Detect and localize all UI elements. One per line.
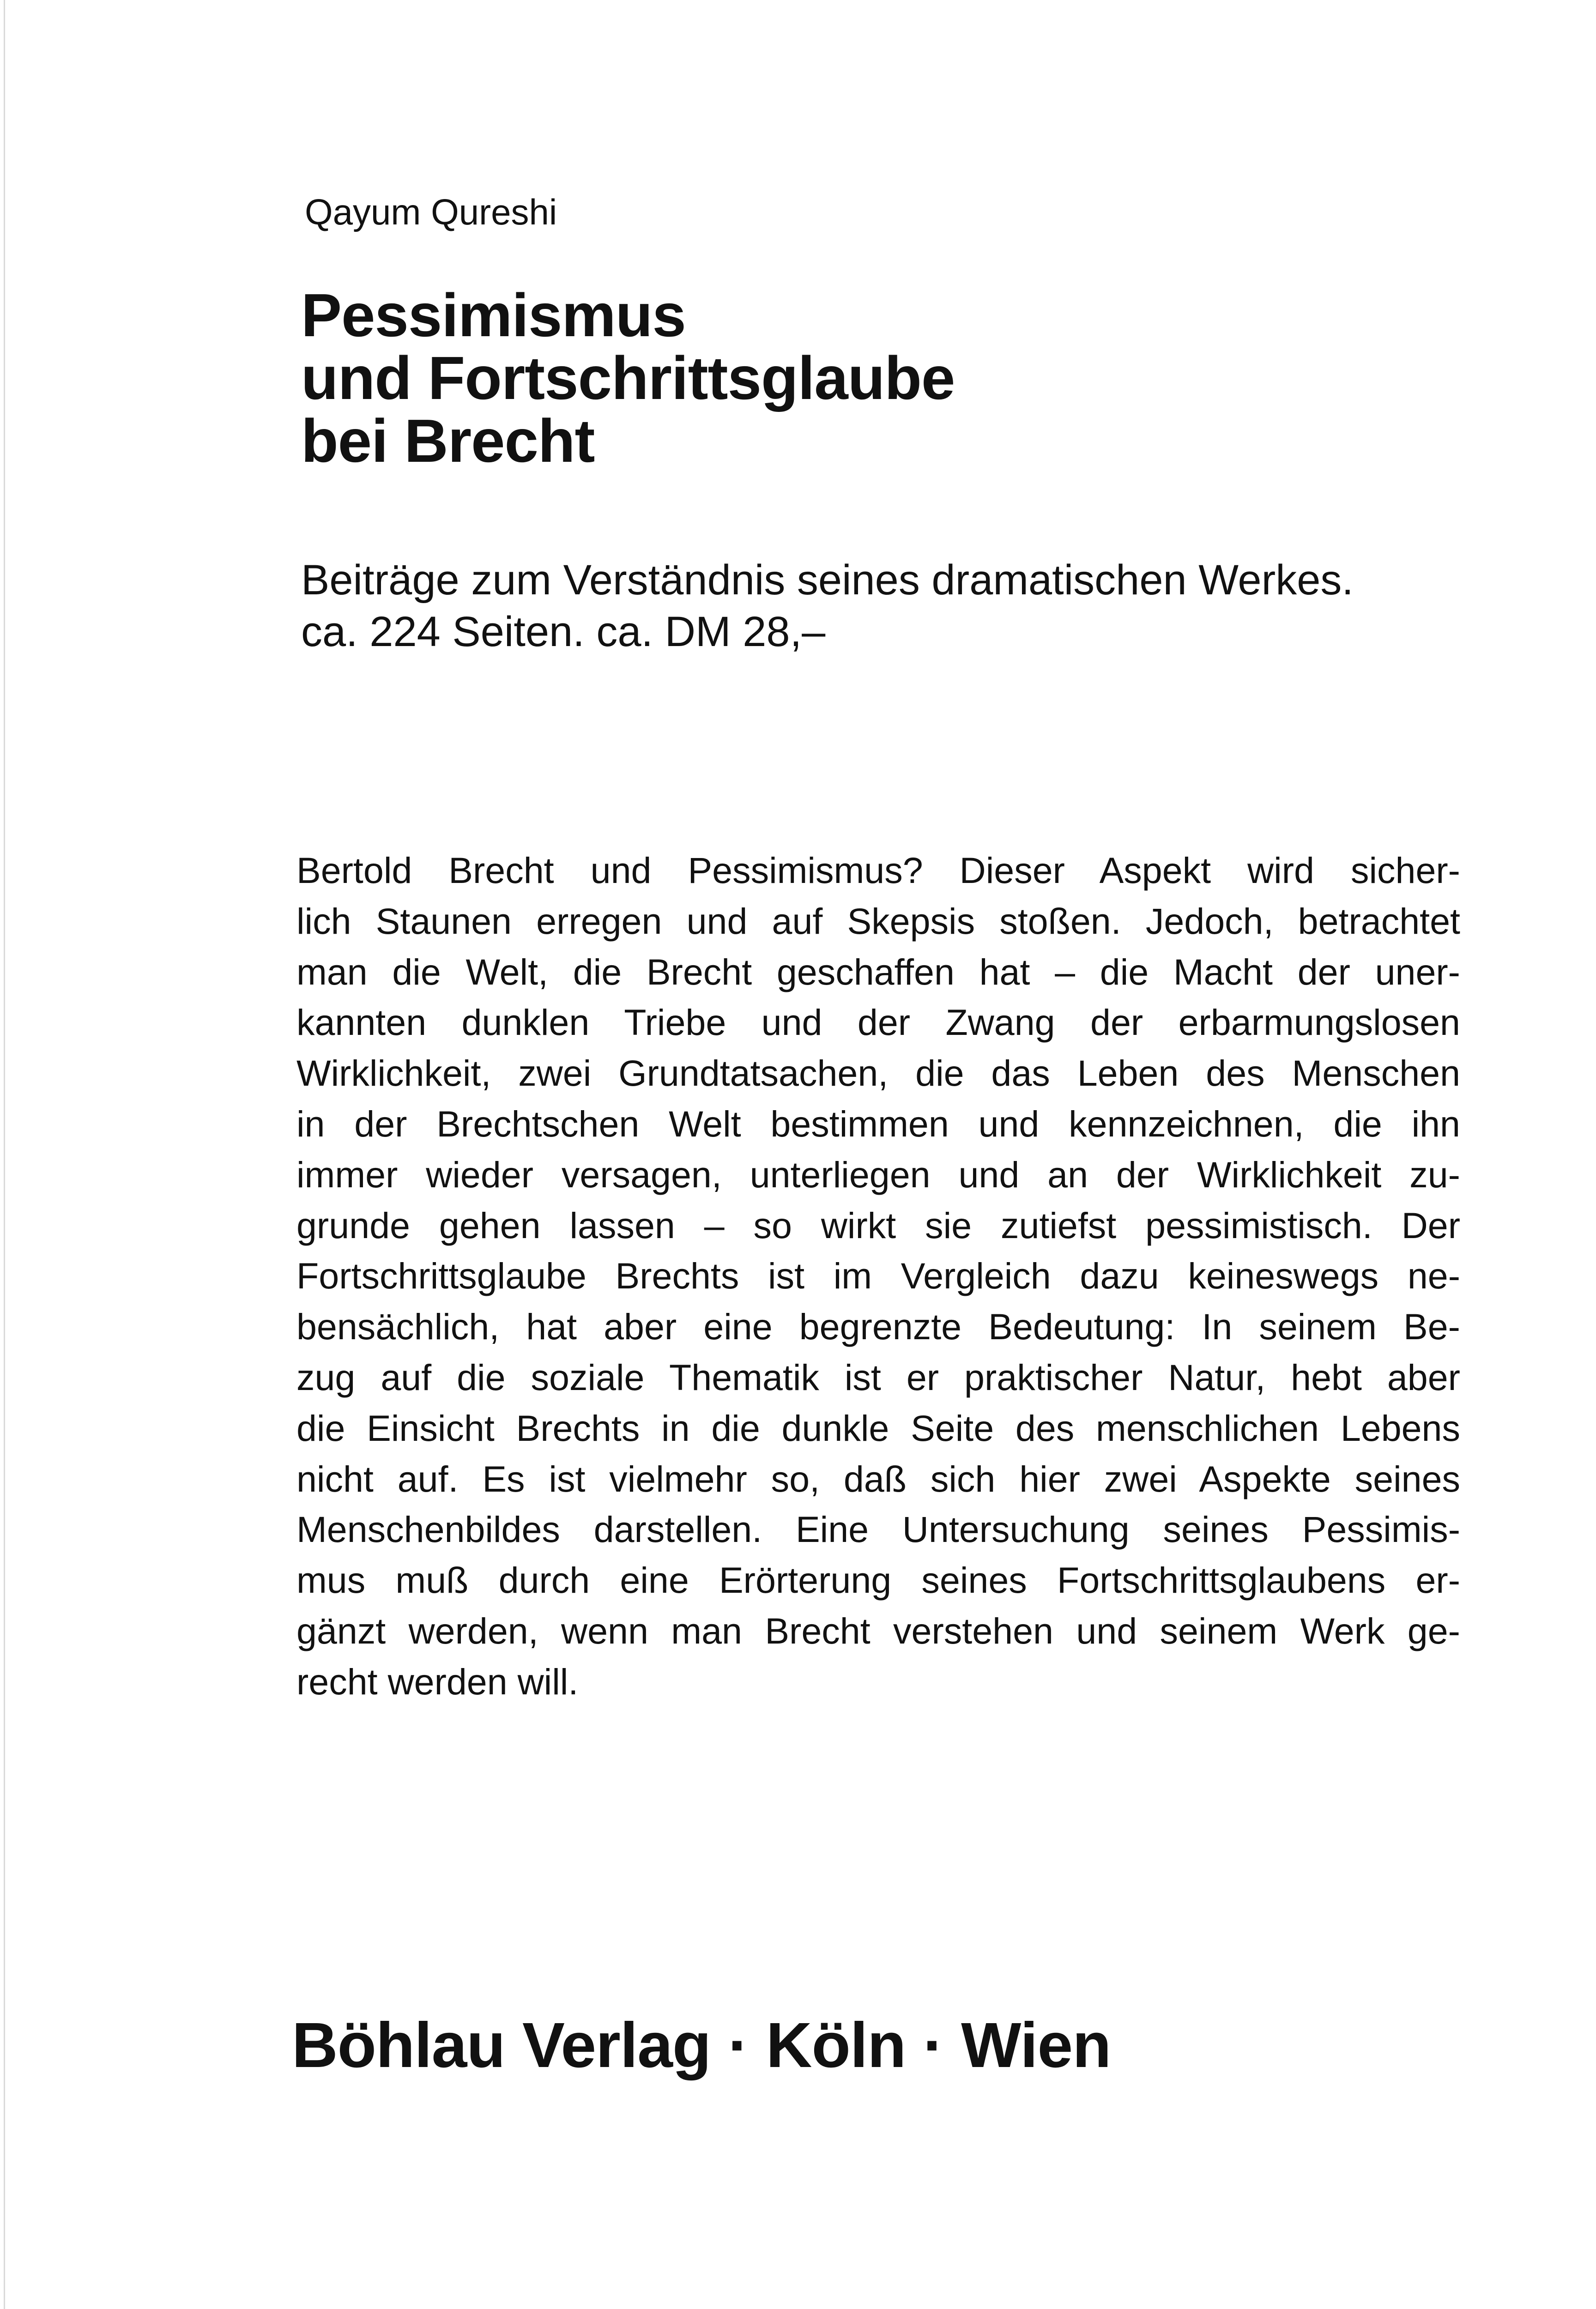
title-line: und Fortschrittsglaube <box>301 344 955 412</box>
publisher-imprint: Böhlau Verlag · Köln · Wien <box>292 2010 1111 2081</box>
title-line: Pessimismus <box>301 281 686 349</box>
description-line: Wirklichkeit, zwei Grundtatsachen, die das Leben des Menschen <box>296 1052 1460 1094</box>
description-line: Fortschrittsglaube Brechts ist im Vergleich dazu keineswegs ne- <box>296 1255 1460 1297</box>
description-line: bensächlich, hat aber eine begrenzte Bedeutung: In seinem Be- <box>296 1306 1460 1348</box>
description-line: kannten dunklen Triebe und der Zwang der erbarmungslosen <box>296 1002 1460 1043</box>
description-line: gänzt werden, wenn man Brecht verstehen und seinem Werk ge- <box>296 1610 1460 1651</box>
author-name: Qayum Qureshi <box>305 192 557 232</box>
page-edge-left <box>4 0 5 2309</box>
description-line: in der Brechtschen Welt bestimmen und kennzeichnen, die ihn <box>296 1103 1460 1144</box>
book-subtitle <box>301 554 1354 658</box>
book-title <box>301 281 955 475</box>
description-line: grunde gehen lassen – so wirkt sie zutiefst pessimistisch. Der <box>296 1204 1460 1246</box>
description-line: die Einsicht Brechts in die dunkle Seite des menschlichen Lebens <box>296 1407 1460 1449</box>
description-line: lich Staunen erregen und auf Skepsis stoßen. Jedoch, betrachtet <box>296 900 1460 942</box>
title-line: bei Brecht <box>301 407 595 475</box>
subtitle-line: Beiträge zum Verständnis seines dramatischen Werkes. <box>301 556 1354 604</box>
description-line: zug auf die soziale Thematik ist er praktischer Natur, hebt aber <box>296 1356 1460 1398</box>
description-line: nicht auf. Es ist vielmehr so, daß sich hier zwei Aspekte seines <box>296 1458 1460 1499</box>
description-line: man die Welt, die Brecht geschaffen hat – die Macht der uner- <box>296 951 1460 992</box>
book-description <box>296 845 1460 1707</box>
price-and-pages: ca. 224 Seiten. ca. DM 28,– <box>301 608 826 655</box>
description-line: Bertold Brecht und Pessimismus? Dieser Aspekt wird sicher- <box>296 850 1460 891</box>
description-line: immer wieder versagen, unterliegen und an der Wirklichkeit zu- <box>296 1154 1460 1195</box>
description-line: Menschenbildes darstellen. Eine Untersuchung seines Pessimis- <box>296 1509 1460 1550</box>
description-line: recht werden will. <box>296 1661 579 1702</box>
description-line: mus muß durch eine Erörterung seines Fortschrittsglaubens er- <box>296 1559 1460 1601</box>
